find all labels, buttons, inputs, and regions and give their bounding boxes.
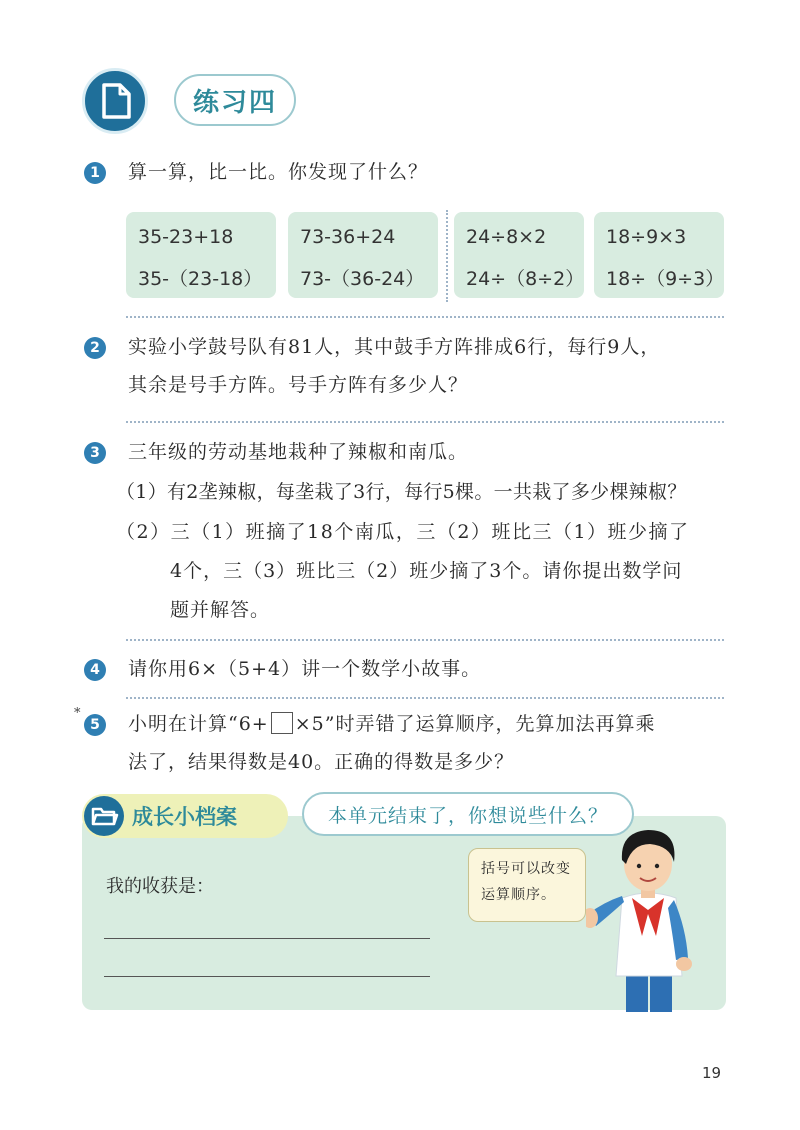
question-number-5: 5 xyxy=(84,714,106,736)
harvest-label: 我的收获是： xyxy=(106,876,214,897)
question-3-sub-2-line-2: 4个，三（3）班比三（2）班少摘了3个。请你提出数学问 xyxy=(170,560,683,582)
question-3-sub-2-line-3: 题并解答。 xyxy=(170,599,271,621)
calc-expression: 73-36+24 xyxy=(300,226,396,248)
reflection-prompt: 本单元结束了，你想说些什么？ xyxy=(302,792,634,836)
answer-blank-box xyxy=(271,712,293,734)
speech-bubble xyxy=(468,848,586,922)
question-1-text: 算一算，比一比。你发现了什么？ xyxy=(128,161,429,183)
question-5-line-2: 法了，结果得数是40。正确的得数是多少？ xyxy=(128,751,515,773)
question-3-sub-1: （1）有2垄辣椒，每垄栽了3行，每行5棵。一共栽了多少棵辣椒？ xyxy=(116,481,687,503)
divider xyxy=(126,639,724,641)
calc-expression: 24÷（8÷2） xyxy=(466,268,585,290)
question-number-3: 3 xyxy=(84,442,106,464)
question-number-1: 1 xyxy=(84,162,106,184)
question-2-line-2: 其余是号手方阵。号手方阵有多少人？ xyxy=(128,374,469,396)
question-3-intro: 三年级的劳动基地栽种了辣椒和南瓜。 xyxy=(128,441,469,463)
calc-box-4 xyxy=(594,212,724,298)
calc-box-2 xyxy=(288,212,438,298)
question-5-text-after-box: ×5”时弄错了运算顺序，先算加法再算乘 xyxy=(294,713,656,735)
question-number-4: 4 xyxy=(84,659,106,681)
speech-bubble-line-1: 括号可以改变 xyxy=(481,861,571,877)
writing-line[interactable] xyxy=(104,938,430,939)
document-icon xyxy=(82,68,148,134)
divider xyxy=(126,421,724,423)
divider xyxy=(126,316,724,318)
question-number-2: 2 xyxy=(84,337,106,359)
calc-box-1 xyxy=(126,212,276,298)
calc-expression: 35-23+18 xyxy=(138,226,234,248)
calc-expression: 24÷8×2 xyxy=(466,226,547,248)
folder-icon xyxy=(84,796,124,836)
calc-expression: 35-（23-18） xyxy=(138,268,263,290)
growth-archive-label: 成长小档案 xyxy=(132,805,237,829)
question-5-text-before-box: 小明在计算“6+ xyxy=(128,713,269,735)
calc-expression: 73-（36-24） xyxy=(300,268,425,290)
question-5-line-1 xyxy=(128,712,655,736)
challenge-star: * xyxy=(74,706,81,721)
page-number: 19 xyxy=(702,1064,722,1082)
question-4-text: 请你用6×（5+4）讲一个数学小故事。 xyxy=(128,658,482,680)
divider xyxy=(126,697,724,699)
divider xyxy=(446,210,448,302)
calc-expression: 18÷（9÷3） xyxy=(606,268,725,290)
question-3-sub-2-line-1: （2）三（1）班摘了18个南瓜，三（2）班比三（1）班少摘了 xyxy=(116,521,690,543)
question-2-line-1: 实验小学鼓号队有81人，其中鼓手方阵排成6行，每行9人， xyxy=(128,336,661,358)
writing-line[interactable] xyxy=(104,976,430,977)
calc-box-3 xyxy=(454,212,584,298)
calc-expression: 18÷9×3 xyxy=(606,226,687,248)
student-illustration xyxy=(586,818,710,1012)
speech-bubble-line-2: 运算顺序。 xyxy=(481,887,556,903)
page-title: 练习四 xyxy=(174,74,296,126)
